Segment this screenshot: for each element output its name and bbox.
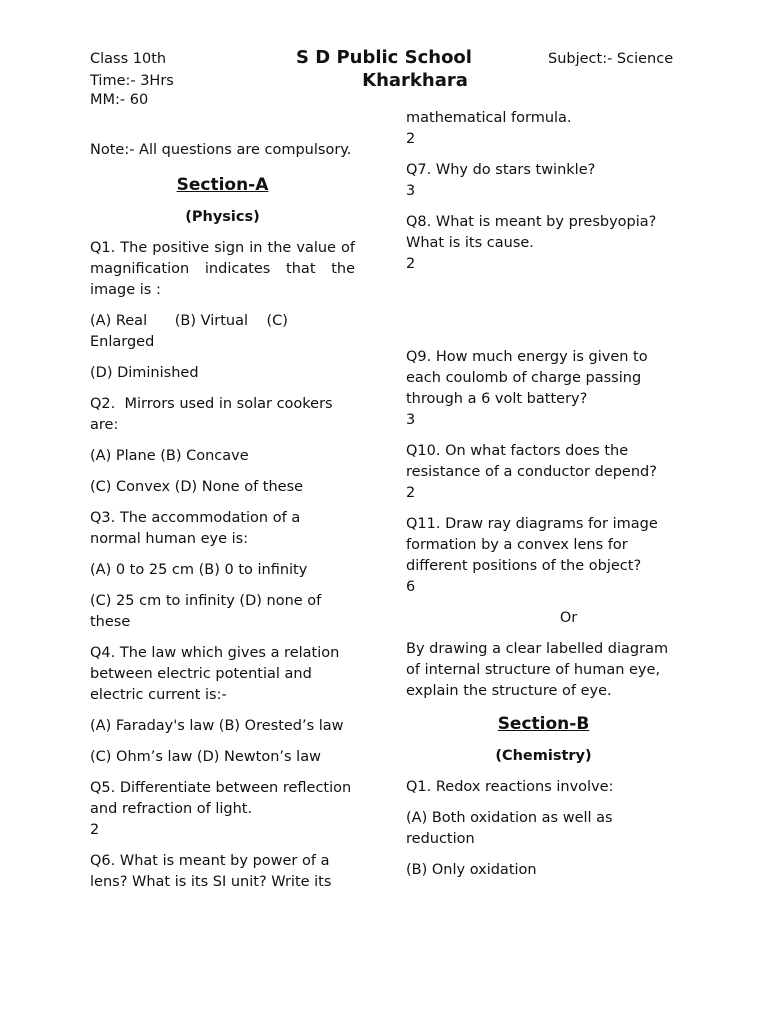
question-10-marks: 2 [406,485,416,501]
chem-question-1: Q1. Redox reactions involve: [406,779,614,795]
question-8-marks: 2 [406,256,416,272]
section-a-heading: Section-A [176,175,269,195]
question-9 [406,347,681,431]
question-4-options-cd: (C) Ohm’s law (D) Newton’s law [90,749,321,765]
note: Note:- All questions are compulsory. [90,142,352,158]
section-a-subheading: (Physics) [185,209,260,225]
question-3-options-ab: (A) 0 to 25 cm (B) 0 to infinity [90,562,308,578]
question-7 [406,160,681,202]
question-4-options-ab: (A) Faraday's law (B) Orested’s law [90,718,344,734]
class-label: Class 10th [90,51,167,67]
blank-space [406,285,681,347]
question-11-text: Q11. Draw ray diagrams for image formation by a convex lens for different positions of the object? [406,516,658,574]
question-11 [406,514,681,598]
question-6-continued-text: mathematical formula. [406,110,572,126]
section-b-heading: Section-B [497,714,590,734]
question-5 [90,778,355,841]
question-1-options-a-c: (A) Real (B) Virtual (C) Enlarged [90,313,288,350]
question-9-text: Q9. How much energy is given to each coulomb of charge passing through a 6 volt battery? [406,349,648,407]
question-7-marks: 3 [406,183,416,199]
question-5-text: Q5. Differentiate between reflection and refraction of light. [90,780,352,817]
question-6: Q6. What is meant by power of a lens? What is its SI unit? Write its [90,853,332,890]
question-8-text: Q8. What is meant by presbyopia? What is its cause. [406,214,657,251]
question-11-marks: 6 [406,579,416,595]
question-6-continued [406,108,681,150]
right-column [406,108,681,891]
question-2: Q2. Mirrors used in solar cookers are: [90,396,333,433]
question-4: Q4. The law which gives a relation between electric potential and electric current is:- [90,645,340,703]
question-3: Q3. The accommodation of a normal human eye is: [90,510,301,547]
question-6-marks: 2 [406,131,416,147]
left-column [90,140,355,903]
question-9-marks: 3 [406,412,416,428]
section-b-subheading: (Chemistry) [495,748,592,764]
time-label: Time:- 3Hrs [90,73,174,89]
question-2-options-ab: (A) Plane (B) Concave [90,448,249,464]
school-name: S D Public School [296,47,472,68]
question-10-text: Q10. On what factors does the resistance of a conductor depend? [406,443,657,480]
question-1: Q1. The positive sign in the value of magnification indicates that the image is : [90,240,355,298]
question-7-text: Q7. Why do stars twinkle? [406,162,596,178]
chem-question-1-option-a: (A) Both oxidation as well as reduction [406,810,613,847]
question-5-marks: 2 [90,822,100,838]
question-11-alternative: By drawing a clear labelled diagram of internal structure of human eye, explain the structure of eye. [406,641,669,699]
subject-label: Subject:- Science [548,51,674,67]
question-2-options-cd: (C) Convex (D) None of these [90,479,304,495]
chem-question-1-option-b: (B) Only oxidation [406,862,537,878]
max-marks-label: MM:- 60 [90,92,149,108]
question-1-option-d: (D) Diminished [90,365,199,381]
question-8 [406,212,681,275]
question-3-options-cd: (C) 25 cm to infinity (D) none of these [90,593,322,630]
or-label: Or [559,610,578,626]
question-10 [406,441,681,504]
school-place: Kharkhara [362,70,468,91]
